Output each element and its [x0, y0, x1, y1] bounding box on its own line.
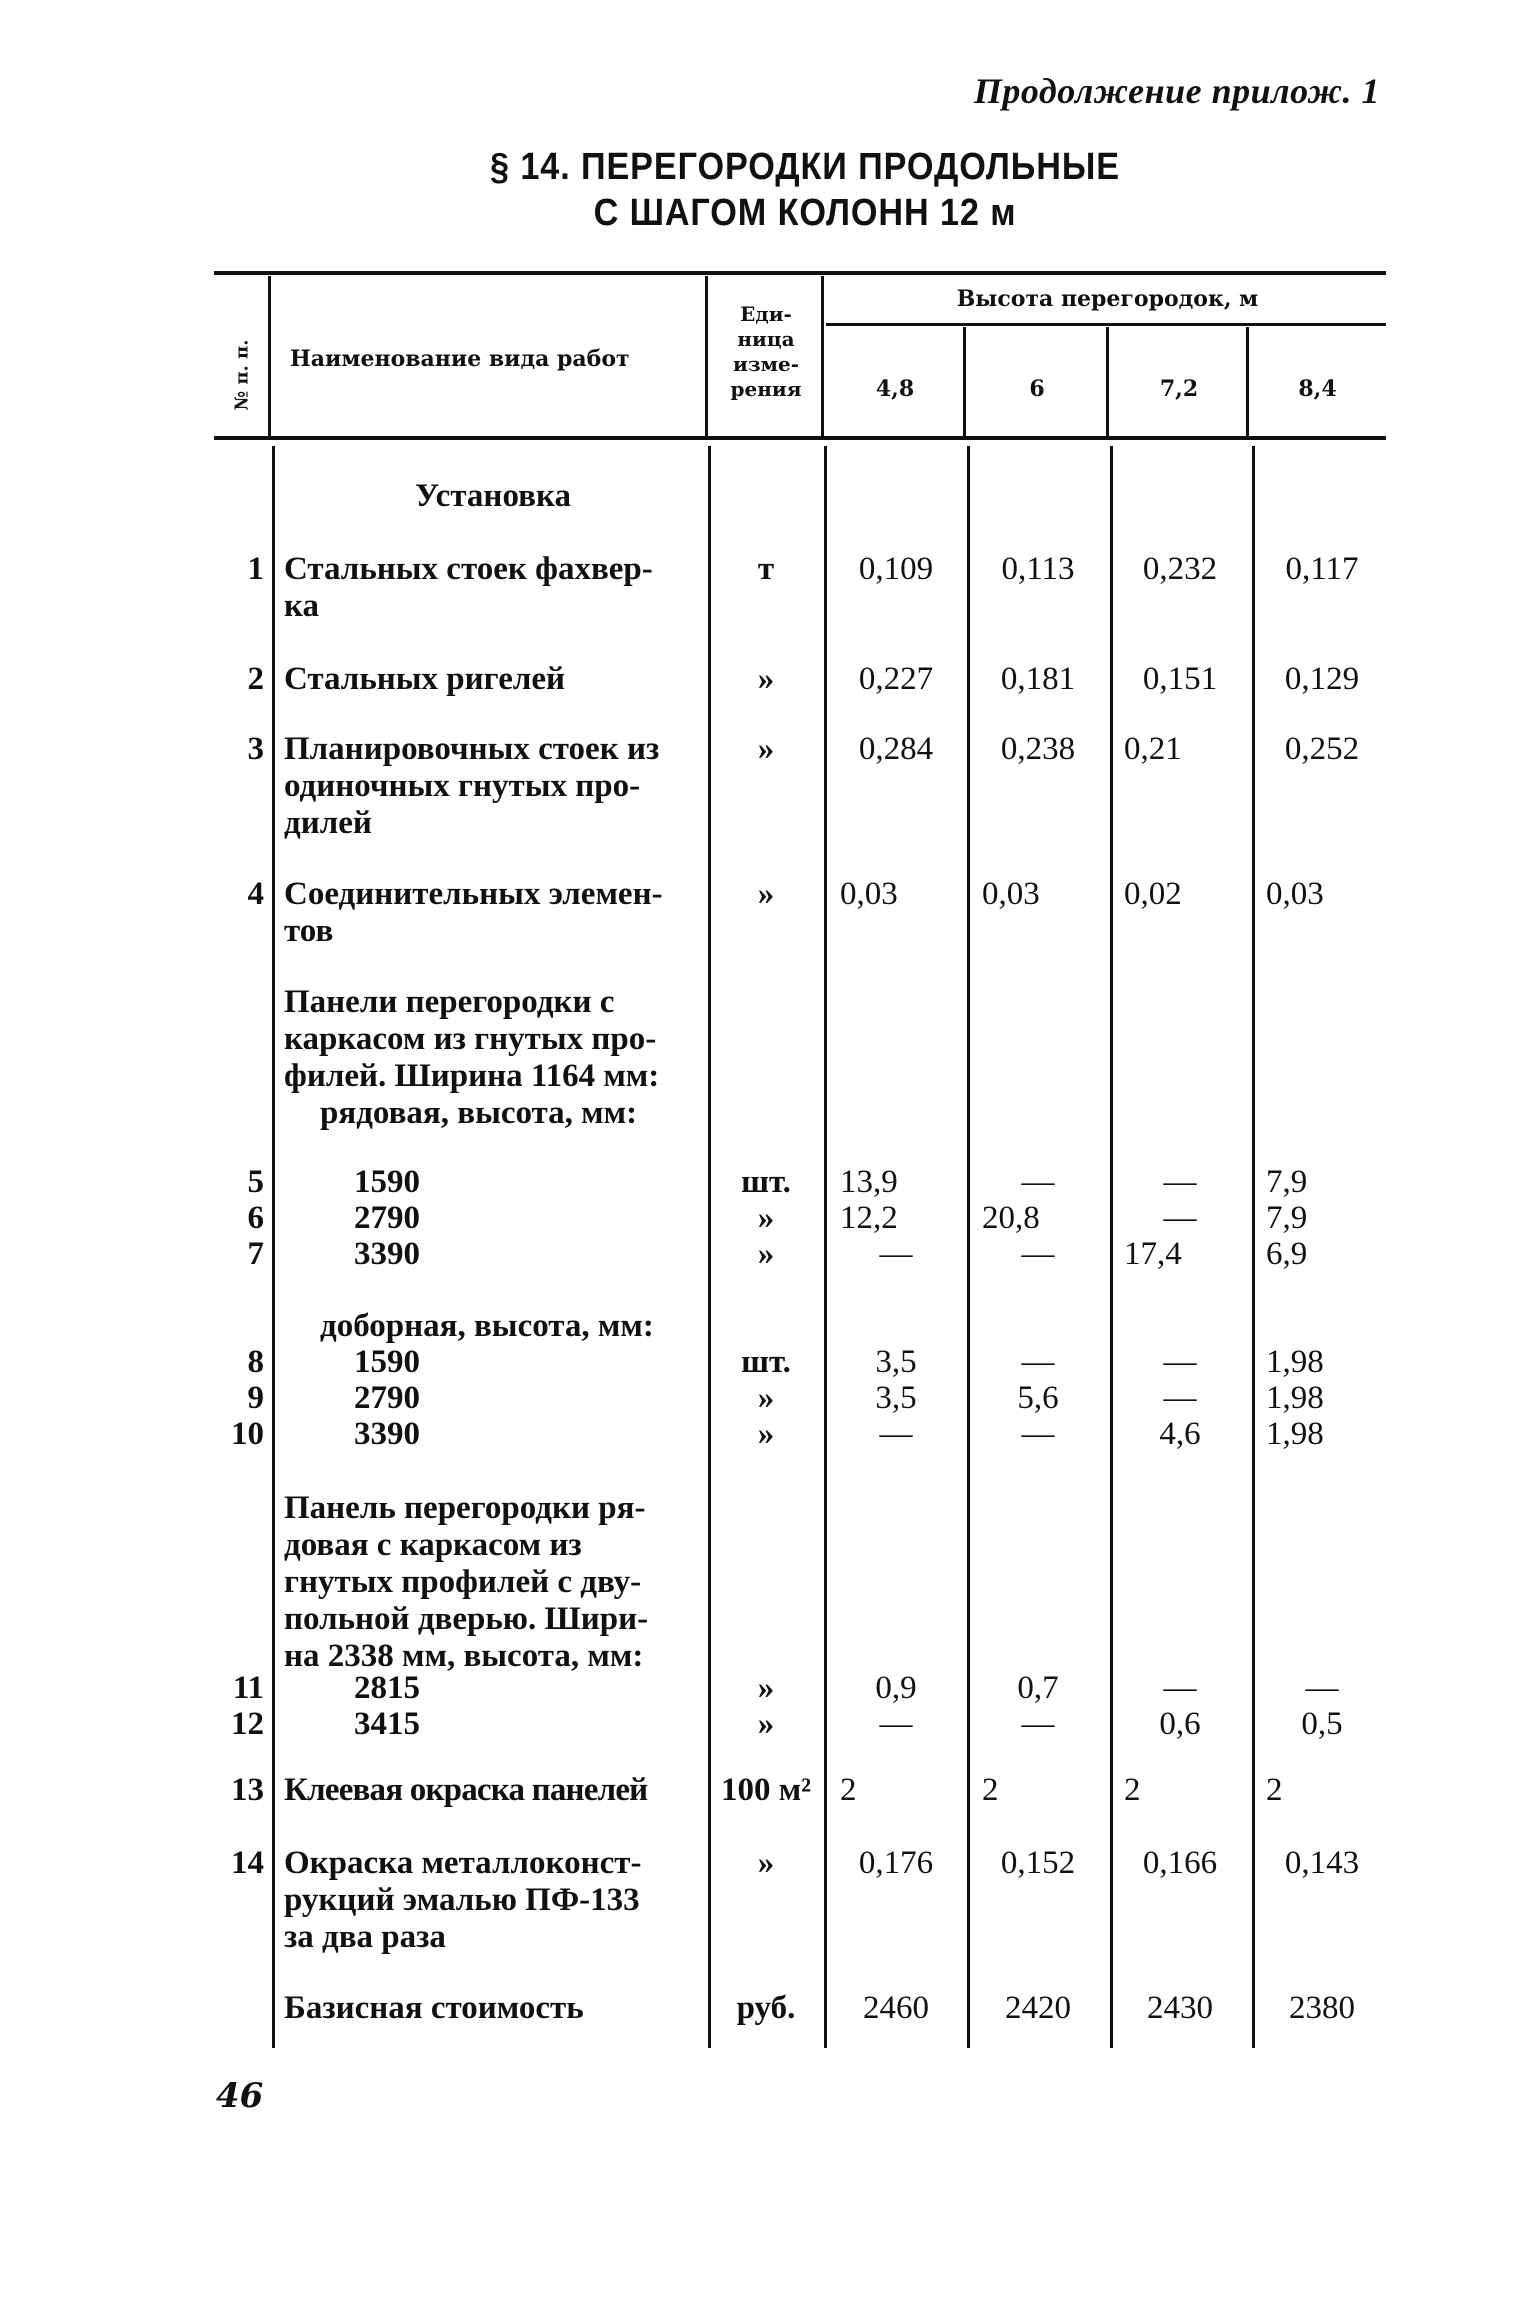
- row-number: 8: [247, 1344, 264, 1380]
- value-6: 0,113: [1001, 551, 1075, 587]
- value-4-8: 12,2: [840, 1200, 898, 1236]
- header-height-group: Высота перегородок, м: [956, 286, 1259, 312]
- row-name-line: ка: [284, 588, 320, 624]
- running-head: Продолжение прилож. 1: [973, 71, 1380, 111]
- row-unit: »: [757, 876, 775, 912]
- value-4-8: 0,9: [875, 1670, 917, 1706]
- row-name: 3390: [354, 1416, 420, 1452]
- row-number: 10: [231, 1416, 264, 1452]
- value-6: 20,8: [982, 1200, 1040, 1236]
- header-height-7-2: 7,2: [1159, 376, 1199, 402]
- base-cost-unit: руб.: [736, 1990, 796, 2026]
- value-4-8: 0,176: [858, 1845, 934, 1881]
- row-name: 2790: [354, 1200, 420, 1236]
- header-unit: [712, 302, 820, 402]
- value-7-2: 0,21: [1124, 731, 1182, 767]
- row-unit: шт.: [741, 1164, 791, 1200]
- heading-line: филей. Ширина 1164 мм:: [284, 1058, 660, 1094]
- row-number: 4: [247, 876, 264, 912]
- row-unit: »: [757, 1706, 775, 1742]
- row-unit: »: [757, 1380, 775, 1416]
- row-unit: »: [757, 661, 775, 697]
- header-unit-line: Еди-: [740, 302, 792, 326]
- row-name: 3390: [354, 1236, 420, 1272]
- value-7-2: —: [1163, 1380, 1197, 1416]
- value-8-4: 0,129: [1284, 661, 1360, 697]
- row-unit: »: [757, 1845, 775, 1881]
- section-heading-installation: Установка: [415, 478, 571, 514]
- section-title-line-1: § 14. ПЕРЕГОРОДКИ ПРОДОЛЬНЫЕ: [490, 146, 1120, 188]
- heading-line: гнутых профилей с дву-: [284, 1564, 642, 1600]
- value-8-4: —: [1305, 1670, 1339, 1706]
- value-4-8: 0,284: [858, 731, 934, 767]
- value-8-4: 0,117: [1285, 551, 1359, 587]
- value-6: —: [1021, 1164, 1055, 1200]
- row-number: 9: [247, 1380, 264, 1416]
- value-7-2: —: [1163, 1344, 1197, 1380]
- body-divider-num: [272, 446, 275, 2048]
- value-7-2: 0,6: [1159, 1706, 1201, 1742]
- row-unit: »: [757, 1416, 775, 1452]
- value-7-2: —: [1163, 1670, 1197, 1706]
- value-7-2: 2430: [1147, 1990, 1213, 2026]
- value-7-2: 2: [1124, 1772, 1141, 1808]
- value-4-8: —: [879, 1706, 913, 1742]
- header-unit-line: рения: [730, 377, 802, 401]
- header-height-8-4: 8,4: [1298, 376, 1337, 402]
- row-name: [284, 876, 702, 950]
- row-name-line: за два раза: [284, 1919, 446, 1955]
- value-8-4: 0,03: [1266, 876, 1324, 912]
- value-4-8: 0,03: [840, 876, 898, 912]
- value-4-8: 3,5: [875, 1380, 917, 1416]
- value-4-8: 0,109: [858, 551, 934, 587]
- row-unit: »: [757, 1670, 775, 1706]
- value-6: 0,238: [1000, 731, 1076, 767]
- value-6: —: [1021, 1706, 1055, 1742]
- base-cost-label: Базисная стоимость: [284, 1990, 584, 2026]
- value-6: 2: [982, 1772, 999, 1808]
- row-number: 2: [247, 661, 264, 697]
- value-8-4: 6,9: [1266, 1236, 1308, 1272]
- header-height-4-8: 4,8: [875, 376, 915, 402]
- row-name: [284, 1845, 702, 1956]
- row-number: 11: [232, 1670, 264, 1706]
- row-name: Стальных ригелей: [284, 661, 566, 697]
- header-divider-unit: [821, 276, 824, 436]
- row-name-line: Стальных стоек фахвер-: [284, 551, 653, 587]
- height-group-rule: [826, 323, 1386, 326]
- header-height-6: 6: [1029, 376, 1045, 402]
- value-8-4: 0,252: [1284, 731, 1360, 767]
- table-top-rule: [214, 271, 1386, 275]
- header-divider-name: [705, 276, 708, 436]
- row-number: 3: [247, 731, 264, 767]
- row-name: 1590: [354, 1164, 420, 1200]
- value-6: —: [1021, 1344, 1055, 1380]
- row-unit: »: [757, 1236, 775, 1272]
- value-7-2: 0,166: [1142, 1845, 1218, 1881]
- panel-group-2-heading: [284, 1490, 702, 1675]
- value-4-8: 2460: [863, 1990, 929, 2026]
- section-title-line-2: С ШАГОМ КОЛОНН 12 м: [593, 192, 1017, 234]
- row-unit: »: [757, 731, 775, 767]
- value-8-4: 0,5: [1301, 1706, 1343, 1742]
- row-name: [284, 551, 702, 625]
- value-7-2: 0,02: [1124, 876, 1182, 912]
- page-number: 46: [216, 2076, 264, 2116]
- value-6: 0,03: [982, 876, 1040, 912]
- heading-line: на 2338 мм, высота, мм:: [284, 1638, 644, 1674]
- value-7-2: 17,4: [1124, 1236, 1182, 1272]
- subheading-ordinary: рядовая, высота, мм:: [320, 1095, 638, 1131]
- value-6: 0,181: [1000, 661, 1076, 697]
- panel-group-1-heading: [284, 984, 702, 1095]
- row-name-line: Соединительных элемен-: [284, 876, 663, 912]
- value-8-4: 7,9: [1266, 1164, 1308, 1200]
- row-number: 5: [247, 1164, 264, 1200]
- value-6: 0,152: [1000, 1845, 1076, 1881]
- header-unit-line: ница: [737, 327, 795, 351]
- row-name-line: тов: [284, 913, 334, 949]
- row-unit: »: [757, 1200, 775, 1236]
- row-number: 1: [247, 551, 264, 587]
- row-number: 13: [231, 1772, 264, 1808]
- value-7-2: 0,151: [1142, 661, 1218, 697]
- row-name-line: Планировочных стоек из: [284, 731, 660, 767]
- header-bottom-rule: [214, 436, 1386, 440]
- row-number: 6: [247, 1200, 264, 1236]
- value-8-4: 1,98: [1266, 1416, 1324, 1452]
- header-work-name: Наименование вида работ: [290, 346, 630, 372]
- heading-line: довая с каркасом из: [284, 1527, 582, 1563]
- heading-line: Панели перегородки с: [284, 984, 615, 1020]
- row-name: 3415: [354, 1706, 420, 1742]
- value-7-2: 4,6: [1159, 1416, 1201, 1452]
- row-name: [284, 731, 702, 842]
- header-number: [214, 335, 270, 415]
- value-6: 5,6: [1017, 1380, 1059, 1416]
- row-unit: т: [757, 551, 775, 587]
- row-name: 2790: [354, 1380, 420, 1416]
- value-4-8: —: [879, 1416, 913, 1452]
- row-number: 7: [247, 1236, 264, 1272]
- value-7-2: 0,232: [1142, 551, 1218, 587]
- value-4-8: 2: [840, 1772, 857, 1808]
- row-name: 1590: [354, 1344, 420, 1380]
- row-name-line: Окраска металлоконст-: [284, 1845, 642, 1881]
- row-number: 12: [231, 1706, 264, 1742]
- value-6: —: [1021, 1236, 1055, 1272]
- value-8-4: 7,9: [1266, 1200, 1308, 1236]
- value-8-4: 1,98: [1266, 1380, 1324, 1416]
- value-4-8: 0,227: [858, 661, 934, 697]
- heading-line: каркасом из гнутых про-: [284, 1021, 657, 1057]
- header-number-label: № п. п.: [231, 339, 253, 411]
- value-4-8: 3,5: [875, 1344, 917, 1380]
- value-8-4: 1,98: [1266, 1344, 1324, 1380]
- heading-line: Панель перегородки ря-: [284, 1490, 646, 1526]
- row-number: 14: [231, 1845, 264, 1881]
- heading-line: польной дверью. Шири-: [284, 1601, 649, 1637]
- value-8-4: 0,143: [1284, 1845, 1360, 1881]
- row-name: 2815: [354, 1670, 420, 1706]
- value-4-8: 13,9: [840, 1164, 898, 1200]
- value-6: 0,7: [1017, 1670, 1059, 1706]
- value-6: —: [1021, 1416, 1055, 1452]
- row-name: Клеевая окраска панелей: [284, 1772, 648, 1808]
- row-name-line: одиночных гнутых про-: [284, 768, 641, 804]
- row-name-line: рукций эмалью ПФ-133: [284, 1882, 640, 1918]
- value-8-4: 2380: [1289, 1990, 1355, 2026]
- subheading-additional: доборная, высота, мм:: [320, 1308, 654, 1344]
- value-7-2: —: [1163, 1164, 1197, 1200]
- value-4-8: —: [879, 1236, 913, 1272]
- row-unit: 100 м²: [720, 1772, 812, 1808]
- value-7-2: —: [1163, 1200, 1197, 1236]
- value-6: 2420: [1005, 1990, 1071, 2026]
- row-name-line: дилей: [284, 805, 372, 841]
- value-8-4: 2: [1266, 1772, 1283, 1808]
- header-unit-line: изме-: [733, 352, 799, 376]
- row-unit: шт.: [741, 1344, 791, 1380]
